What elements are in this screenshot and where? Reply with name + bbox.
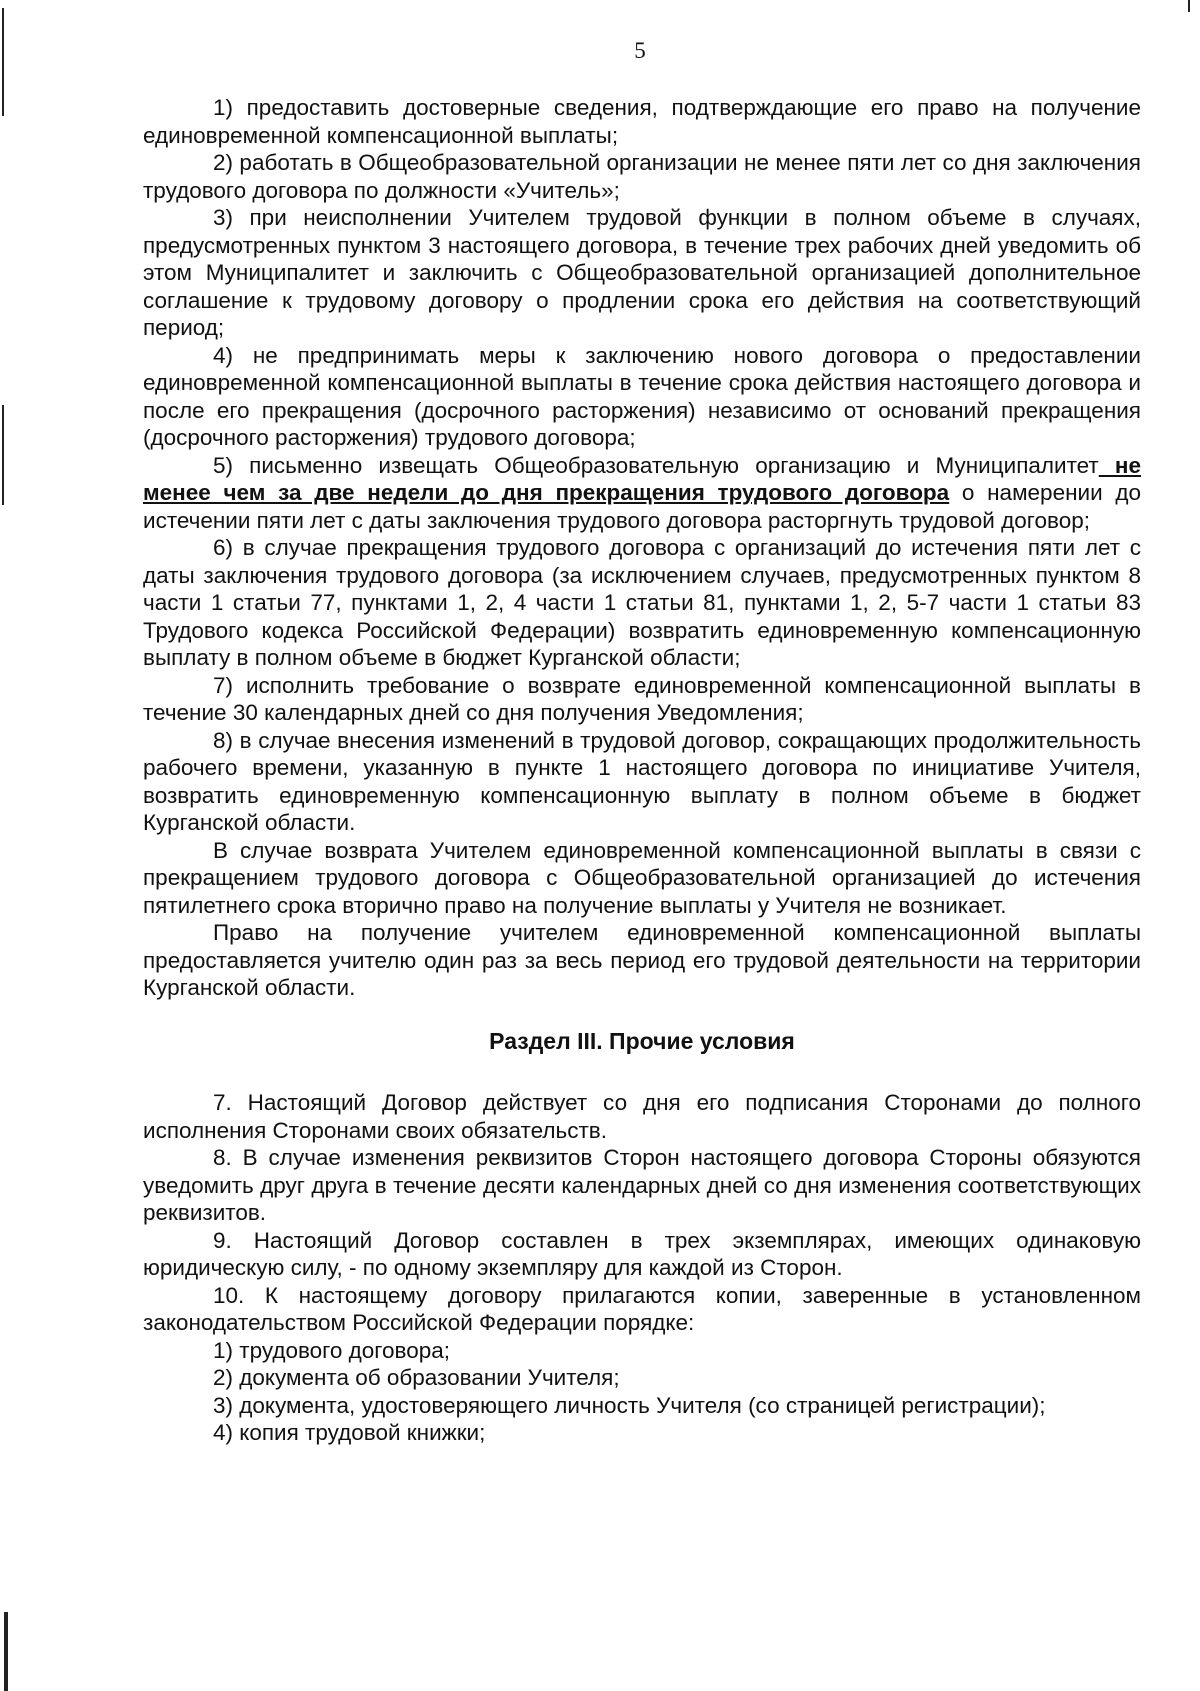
clause-9: 9. Настоящий Договор составлен в трех экземплярах, имеющих одинаковую юридическую силу, - по одному экземпляру для каждой из Сторон.: [143, 1227, 1141, 1280]
obligation-4: 4) не предпринимать меры к заключению нового договора о предоставлении единовременной компенсационной выплаты в течение срока действия настоящего договора и после его прекращения (досрочного расторжения) независимо от оснований прекращения (досрочного расторжения) трудового договора;: [143, 342, 1141, 450]
scan-edge-mark: [1188, 0, 1190, 12]
repayment-note: В случае возврата Учителем единовременной компенсационной выплаты в связи с прекращением трудового договора с Общеобразовательной организацией до истечения пятилетнего срока вторично право на получение выплаты у Учителя не возникает.: [143, 837, 1141, 918]
page-number: 5: [634, 38, 646, 63]
obligation-5-end: о намерении до истечении пяти лет с даты заключения трудового договора расторгнуть трудовой договор;: [143, 480, 1141, 533]
obligation-5-start: 5) письменно извещать Общеобразовательную организацию и Муниципалитет: [213, 452, 1099, 478]
section-heading: Раздел III. Прочие условия: [489, 1027, 795, 1054]
one-time-right-note: Право на получение учителем единовременной компенсационной выплаты предоставляется учителю один раз за весь период его трудовой деятельности на территории Курганской области.: [143, 920, 1141, 1000]
obligation-2: 2) работать в Общеобразовательной организации не менее пяти лет со дня заключения трудового договора по должности «Учитель»;: [143, 150, 1141, 203]
attachment-item: 4) копия трудовой книжки;: [213, 1420, 486, 1445]
attachment-item: 1) трудового договора;: [213, 1337, 451, 1363]
obligation-7: 7) исполнить требование о возврате единовременной компенсационной выплаты в течение 30 календарных дней со дня получения Уведомления;: [143, 672, 1141, 725]
document-body: [143, 94, 1141, 1447]
clause-7: 7. Настоящий Договор действует со дня его подписания Сторонами до полного исполнения Сторонами своих обязательств.: [143, 1090, 1141, 1143]
attachment-item: 3) документа, удостоверяющего личность Учителя (со страницей регистрации);: [213, 1392, 1046, 1418]
clause-8: 8. В случае изменения реквизитов Сторон настоящего договора Стороны обязуются уведомить друг друга в течение десяти календарных дней со дня изменения соответствующих реквизитов.: [143, 1145, 1141, 1225]
obligation-1: 1) предоставить достоверные сведения, подтверждающие его право на получение единовременной компенсационной выплаты;: [143, 95, 1141, 148]
obligation-8: 8) в случае внесения изменений в трудовой договор, сокращающих продолжительность рабочего времени, указанную в пункте 1 настоящего договора по инициативе Учителя, возвратить единовременную компенсационную выплату в полном объеме в бюджет Курганской области.: [143, 727, 1141, 835]
clause-10: 10. К настоящему договору прилагаются копии, заверенные в установленном законодательством Российской Федерации порядке:: [143, 1282, 1141, 1335]
scan-edge-mark: [2, 405, 4, 505]
scan-edge-mark: [4, 1612, 8, 1691]
obligation-5-emphasis: не менее чем за две недели до дня прекращения трудового договора: [143, 452, 1141, 505]
obligation-3: 3) при неисполнении Учителем трудовой функции в полном объеме в случаях, предусмотренных пунктом 3 настоящего договора, в течение трех рабочих дней уведомить об этом Муниципалитет и заключить с Общеобразовательной организацией дополнительное соглашение к трудовому договору о продлении срока его действия на соответствующий период;: [143, 205, 1141, 340]
obligation-5: [143, 452, 1141, 535]
obligation-6: 6) в случае прекращения трудового договора с организаций до истечения пяти лет с даты заключения трудового договора (за исключением случаев, предусмотренных пунктом 8 части 1 статьи 77, пунктами 1, 2, 4 части 1 статьи 81, пунктами 1, 2, 5-7 части 1 статьи 83 Трудового кодекса Российской Федерации) возвратить единовременную компенсационную выплату в полном объеме в бюджет Курганской области;: [143, 535, 1141, 670]
attachment-item: 2) документа об образовании Учителя;: [213, 1365, 620, 1390]
